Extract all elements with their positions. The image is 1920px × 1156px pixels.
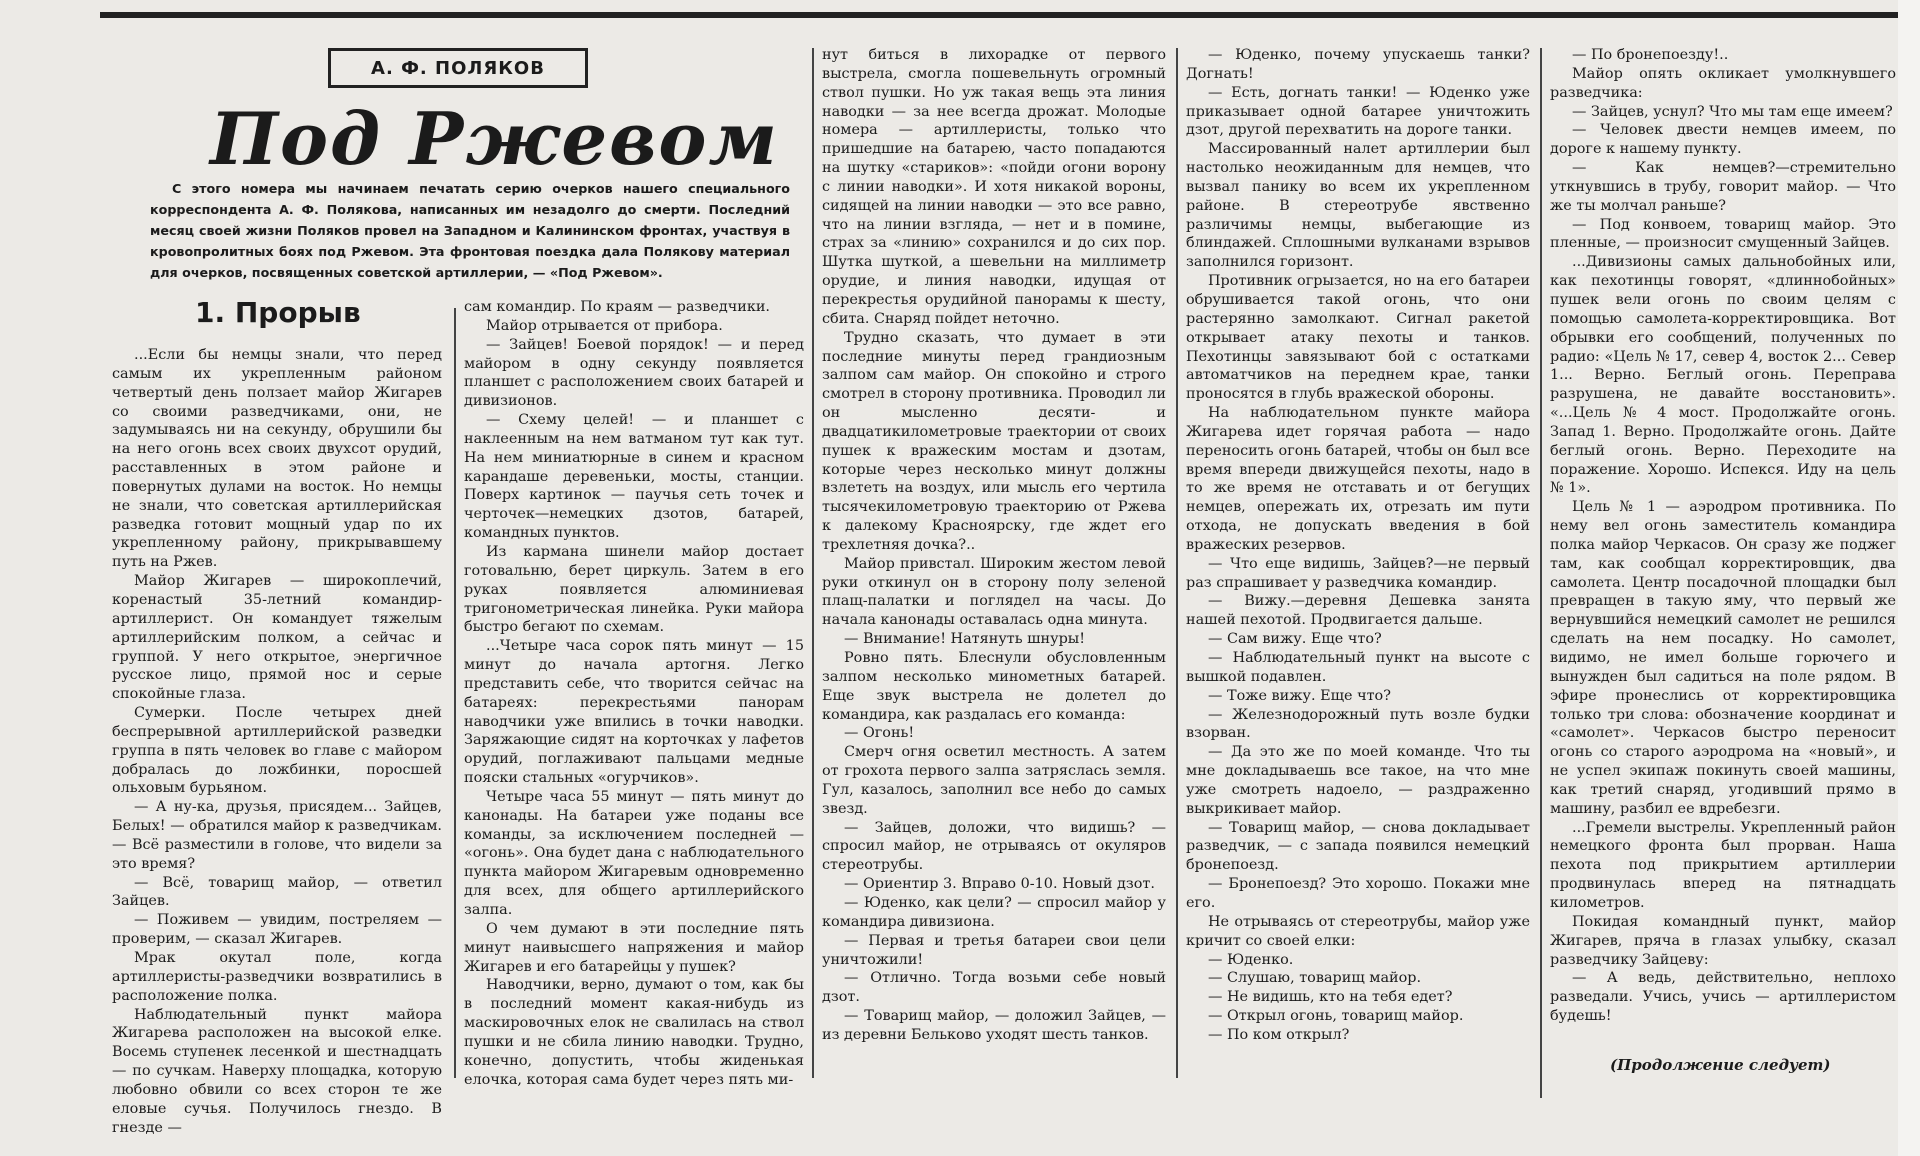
article-paragraph: Наводчики, верно, думают о том, как бы в последний момент какая-нибудь из маскировочных елок не свалилась на ствол пушки и не сбила линию наводки. Трудно, конечно, допустить, чтобы жиденькая елочка, которая сама будет через пять ми- [464, 977, 804, 1088]
article-paragraph: Противник огрызается, но на его батареи обрушивается такой огонь, что они растерянно замолкают. Сигнал ракетой открывает атаку пехоты и танков. Пехотинцы завязывают бой с остатками автоматчиков на переднем крае, танки проносятся в глубь вражеской обороны. [1186, 273, 1530, 403]
article-paragraph: — Да это же по моей команде. Что ты мне докладываешь все такое, на что мне уже смотреть надоело, — раздраженно выкрикивает майор. [1186, 744, 1530, 817]
article-paragraph: — По бронепоезду!.. [1572, 47, 1729, 63]
article-paragraph: — Юденко, почему упускаешь танки? Догнать! [1186, 47, 1530, 82]
article-column-3 [822, 46, 1166, 1078]
article-paragraph: ...Дивизионы самых дальнобойных или, как пехотинцы говорят, «длиннобойных» пушек вели огонь по своим целям с помощью самолета-корректировщика. Вот обрывки его сообщений, полученных по радио: «Цель № 17, север 4, восток 2... Север 1... Верно. Беглый огонь. Переправа разрушена, не давайте восстановить». «...Цель № 4 мост. Продолжайте огонь. Запад 1. Верно. Продолжайте огонь. Дайте беглый огонь. Верно. Переходите на поражение. Хорошо. Испекся. Иду на цель № 1». [1550, 254, 1896, 497]
article-column-4 [1186, 46, 1530, 1078]
author-name: А. Ф. ПОЛЯКОВ [371, 57, 545, 79]
article-paragraph: — Под конвоем, товарищ майор. Это пленные, — произносит смущенный Зайцев. [1550, 216, 1896, 252]
article-paragraph: — Товарищ майор, — доложил Зайцев, — из деревни Бельково уходят шесть танков. [822, 1008, 1166, 1043]
article-paragraph: — Схему целей! — и планшет с наклеенным на нем ватманом тут как тут. На нем миниатюрные в синем и красном карандаше деревеньки, мосты, станции. Поверх картинок — паучья сеть точек и черточек—немецких дзотов, батарей, командных пунктов. [464, 412, 804, 542]
article-paragraph: — Юденко. [1208, 951, 1294, 968]
article-paragraph: На наблюдательном пункте майора Жигарева идет горячая работа — надо переносить огонь батарей, чтобы он был все время впереди движущейся пехоты, надо в то же время не отставать и от бегущих немцев, опережать их, отрезать им пути отхода, не допускать введения в бой вражеских резервов. [1186, 405, 1530, 553]
article-paragraph: — Человек двести немцев имеем, по дороге к нашему пункту. [1550, 122, 1896, 158]
article-paragraph: Майор Жигарев — широкоплечий, коренастый 35-летний командир-артиллерист. Он командует тяжелым артиллерийским полком, а сейчас и группой. У него открытое, энергичное русское лицо, прямой нос и серые спокойные глаза. [112, 573, 442, 703]
article-paragraph: нут биться в лихорадке от первого выстрела, смогла пошевельнуть огромный ствол пушки. Но уж такая вещь эта линия наводки — за нее всегда дрожат. Молодые номера — артиллеристы, только что пришедшие на батарею, часто попадаются на шутку «стариков»: «пойди огони ворону с линии наводки». И хотя никакой вороны, сидящей на линии наводки — это все равно, что на линии взгляда, — нет и в помине, страх за «линию» сохранился и до сих пор. Шутка шуткой, а шевельни на миллиметр орудие, и линия наводки, идущая от перекрестья орудийной панорамы к шесту, сбита. Снаряд пойдет неточно. [822, 47, 1166, 327]
article-paragraph: — Товарищ майор, — снова докладывает разведчик, — с запада появился немецкий бронепоезд. [1186, 819, 1530, 874]
article-paragraph: — Поживем — увидим, постреляем — проверим, — сказал Жигарев. [112, 912, 442, 948]
article-paragraph: Массированный налет артиллерии был настолько неожиданным для немцев, что вызвал панику во всем их укрепленном районе. В стереотрубе явственно различимы немцы, выбегающие из блиндажей. Сплошными вулканами взрывов заполнился горизонт. [1186, 141, 1530, 271]
article-paragraph: Из кармана шинели майор достает готовальню, берет циркуль. Затем в его руках появляется алюминиевая тригонометрическая линейка. Руки майора быстро бегают по схемам. [464, 543, 804, 636]
article-paragraph: ...Если бы немцы знали, что перед самым их укрепленным районом четвертый день ползает майор Жигарев со своими разведчиками, они, не задумываясь ни на секунду, обрушили бы на него огонь всех своих двухсот орудий, расставленных в этом районе и повернутых дулами на восток. Но немцы не знали, что советская артиллерийская разведка готовит мощный удар по их укрепленному району, прикрывавшему путь на Ржев. [112, 347, 442, 571]
adjacent-page-edge [1898, 0, 1920, 1156]
article-paragraph: ...Четыре часа сорок пять минут — 15 минут до начала артогня. Легко представить себе, что творится сейчас на батареях: перекрестьями панорам наводчики уже впились в точки наводки. Заряжающие сидят на корточках у лафетов орудий, поглаживают пальцами медные пояски стальных «огурчиков». [464, 638, 804, 787]
article-paragraph: Трудно сказать, что думает в эти последние минуты перед грандиозным залпом сам майор. Он спокойно и строго смотрел в сторону противника. Проводил ли он мысленно десяти- и двадцатикилометровые траектории от своих пушек к вражеским мостам и дзотам, которые через несколько минут должны взлететь на воздух, или мысль его чертила тысячекилометровую траекторию от Ржева к далекому Красноярску, где ждет его трехлетняя дочка?.. [822, 329, 1166, 553]
article-paragraph: — Зайцев, доложи, что видишь? — спросил майор, не отрываясь от окуляров стереотрубы. [822, 819, 1166, 874]
article-paragraph: О чем думают в эти последние пять минут наивысшего напряжения и майор Жигарев и его батарейцы у пушек? [464, 920, 804, 975]
article-paragraph: сам командир. По краям — разведчики. [464, 299, 771, 315]
article-paragraph: — Зайцев, уснул? Что мы там еще имеем? [1572, 103, 1893, 120]
article-paragraph: — Внимание! Натянуть шнуры! [844, 631, 1086, 648]
article-paragraph: — Ориентир 3. Вправо 0-10. Новый дзот. [844, 876, 1155, 893]
article-column-2 [464, 298, 804, 1088]
article-paragraph: Четыре часа 55 минут — пять минут до канонады. На батареи уже поданы все команды, за исключением последней — «огонь». Она будет дана с наблюдательного пункта майором Жигаревым одновременно для всех, для общего артиллерийского залпа. [464, 788, 804, 918]
article-paragraph: — А ну-ка, друзья, присядем... Зайцев, Белых! — обратился майор к разведчикам. — Всё разместили в голове, что видели за это время? [112, 799, 442, 872]
article-paragraph: — Сам вижу. Еще что? [1208, 631, 1382, 648]
column-rule [812, 48, 814, 1078]
chapter-heading: 1. Прорыв [195, 296, 361, 329]
article-paragraph: Майор отрывается от прибора. [486, 317, 723, 334]
editorial-intro [150, 178, 790, 283]
article-paragraph: — Слушаю, товарищ майор. [1208, 970, 1422, 987]
article-paragraph: — Открыл огонь, товарищ майор. [1208, 1008, 1464, 1025]
article-paragraph: ...Гремели выстрелы. Укрепленный район немецкого фронта был прорван. Наша пехота под прикрытием артиллерии продвинулась вперед на пятнадцать километров. [1550, 819, 1896, 911]
article-paragraph: Сумерки. После четырех дней беспрерывной артиллерийской разведки группа в пять человек во главе с майором добралась до ложбинки, поросшей ольховым бурьяном. [112, 705, 442, 797]
top-rule [100, 12, 1898, 18]
article-paragraph: Наблюдательный пункт майора Жигарева расположен на высокой елке. Восемь ступенек лесенкой и шестнадцать — по сучкам. Наверху площадка, которую любовно обвили со всех сторон те же еловые сучья. Получилось гнездо. В гнезде — [112, 1006, 442, 1136]
article-paragraph: Покидая командный пункт, майор Жигарев, пряча в глазах улыбку, сказал разведчику Зайцеву: [1550, 913, 1896, 968]
article-paragraph: — Вижу.—деревня Дешевка занята нашей пехотой. Продвигается дальше. [1186, 593, 1530, 629]
article-paragraph: — Есть, догнать танки! — Юденко уже приказывает одной батарее уничтожить дзот, другой перехватить на дороге танки. [1186, 84, 1530, 139]
article-paragraph: Цель № 1 — аэродром противника. По нему вел огонь заместитель командира полка майор Черкасов. Он сразу же поджег там, как сообщал корректировщик, два самолета. Центр посадочной площадки был превращен в такую яму, что первый же вернувшийся немецкий самолет не решился сделать на нем посадку. Но самолет, видимо, не имел больше горючего и вынужден был садиться на поле рядом. В эфире пронеслись от корректировщика только три слова: обозначение координат и «самолет». Черкасов быстро переносит огонь со старого аэродрома на «новый», и не успел экипаж покинуть своей машины, как третий снаряд, угодивший прямо в машину, разбил ее вдребезги. [1550, 499, 1896, 817]
article-paragraph: — Наблюдательный пункт на высоте с вышкой подавлен. [1186, 650, 1530, 685]
article-title: Под Ржевом [210, 96, 779, 181]
article-paragraph: — Как немцев?—стремительно уткнувшись в трубу, говорит майор. — Что же ты молчал раньше? [1550, 160, 1896, 214]
article-paragraph: Смерч огня осветил местность. А затем от грохота первого залпа затряслась земля. Гул, казалось, заполнил все небо до самых звезд. [822, 744, 1166, 817]
intro-text: С этого номера мы начинаем печатать серию очерков нашего специального корреспондента А. Ф. Полякова, написанных им незадолго до смерти. Последний месяц своей жизни Поляков провел на Западном и Калининском фронтах, участвуя в кровопролитных боях под Ржевом. Эта фронтовая поездка дала Полякову материал для очерков, посвященных советской артиллерии, — «Под Ржевом». [150, 181, 790, 280]
article-paragraph: Не отрываясь от стереотрубы, майор уже кричит со своей елки: [1186, 913, 1530, 949]
article-paragraph: — Первая и третья батареи свои цели уничтожили! [822, 932, 1166, 968]
article-paragraph: — Не видишь, кто на тебя едет? [1208, 989, 1453, 1006]
article-paragraph: Ровно пять. Блеснули обусловленным залпом несколько минометных батарей. Еще звук выстрела не долетел до командира, как раздалась его команда: [822, 650, 1166, 723]
article-paragraph: — Бронепоезд? Это хорошо. Покажи мне его. [1186, 876, 1530, 911]
column-rule [1176, 48, 1178, 1078]
article-paragraph: Мрак окутал поле, когда артиллеристы-разведчики возвратились в расположение полка. [112, 950, 442, 1004]
article-paragraph: — Тоже вижу. Еще что? [1208, 687, 1391, 704]
article-paragraph: Майор опять окликает умолкнувшего разведчика: [1550, 65, 1896, 101]
article-column-5 [1550, 46, 1896, 1048]
article-paragraph: — Отлично. Тогда возьми себе новый дзот. [822, 970, 1166, 1006]
article-paragraph: Майор привстал. Широким жестом левой руки откинул он в сторону полу зеленой плащ-палатки и поглядел на часы. До начала канонады оставалась одна минута. [822, 555, 1166, 629]
article-paragraph: — Зайцев! Боевой порядок! — и перед майором в одну секунду появляется планшет с расположением своих батарей и дивизионов. [464, 336, 804, 410]
article-paragraph: — Всё, товарищ майор, — ответил Зайцев. [112, 874, 442, 910]
column-rule [454, 308, 456, 1078]
article-paragraph: — А ведь, действительно, неплохо разведали. Учись, учись — артиллеристом будешь! [1550, 970, 1896, 1025]
column-rule [1540, 48, 1542, 1098]
article-paragraph: — Огонь! [844, 725, 915, 742]
author-byline [328, 48, 588, 88]
article-column-1 [112, 346, 442, 1136]
article-paragraph: — Что еще видишь, Зайцев?—не первый раз спрашивает у разведчика командир. [1186, 555, 1530, 591]
article-paragraph: — По ком открыл? [1208, 1026, 1350, 1043]
continued-note: (Продолжение следует) [1610, 1056, 1831, 1074]
article-paragraph: — Юденко, как цели? — спросил майор у командира дивизиона. [822, 894, 1166, 930]
article-paragraph: — Железнодорожный путь возле будки взорван. [1186, 706, 1530, 742]
